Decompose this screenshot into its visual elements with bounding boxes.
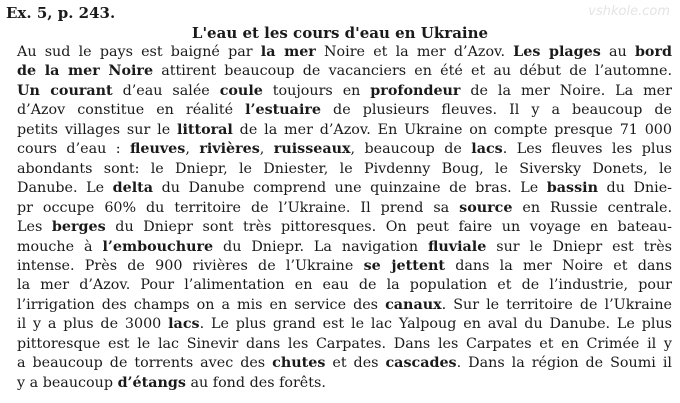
text-line	[17, 160, 672, 179]
text-run: de la mer d’Azov. En Ukraine on compte presque 71 000	[232, 121, 672, 138]
bold-term: chutes	[272, 355, 326, 372]
text-run: a beaucoup de torrents avec des	[17, 355, 273, 372]
text-line	[17, 354, 672, 373]
text-line	[17, 101, 672, 120]
text-line	[17, 315, 672, 334]
text-run: Au sud le pays est baigné par	[17, 44, 261, 60]
text-line	[17, 296, 672, 315]
text-run: du Danube comprend une quinzaine de bras. Le	[153, 180, 547, 197]
bold-term: cascades	[385, 355, 457, 372]
watermark: vshkole.com	[588, 4, 670, 19]
text-run: sur le Dniepr est très	[486, 238, 672, 255]
text-run: du Dniepr. La navigation	[213, 238, 428, 255]
bold-term: la mer	[260, 44, 316, 60]
text-line	[17, 218, 672, 237]
text-run: toujours en	[262, 82, 371, 99]
text-run: y a beaucoup	[17, 374, 118, 391]
bold-term: bassin	[546, 180, 598, 197]
text-run: au fond des forêts.	[185, 374, 326, 391]
text-title: L'eau et les cours d'eau en Ukraine	[191, 24, 489, 42]
bold-term: canaux	[385, 296, 442, 313]
text-run: il y a plus de 3000	[17, 316, 169, 333]
text-run: ,	[259, 141, 274, 158]
text-run: . Le plus grand est le lac Yalpoug en aval du Danube. Le plus	[199, 316, 673, 333]
bold-term: lacs	[471, 141, 503, 158]
text-run: attirent beaucoup de vacanciers en été et au début de l’automne.	[153, 63, 672, 80]
bold-term: d’étangs	[117, 374, 186, 391]
text-line	[17, 276, 672, 295]
text-run: de la mer Noire. La mer	[460, 82, 672, 99]
bold-term: delta	[112, 180, 154, 197]
bold-term: fluviale	[428, 238, 487, 255]
bold-term: ruisseaux	[273, 141, 351, 158]
text-run: la mer d’Azov. Pour l’alimentation en eau de la population et de l’industrie, pour	[17, 277, 672, 294]
text-line	[17, 140, 672, 159]
bold-term: Un courant	[17, 82, 113, 99]
text-run: cours d’eau :	[17, 141, 130, 158]
bold-term: l’embouchure	[102, 238, 214, 255]
text-line	[17, 374, 672, 393]
text-line	[17, 199, 672, 218]
text-run: petits villages sur le	[17, 121, 178, 138]
exercise-reference: Ex. 5, p. 243.	[6, 4, 116, 22]
bold-term: se jettent	[363, 257, 445, 274]
text-run: . Les fleuves les plus	[502, 141, 672, 158]
text-run: pr occupe 60% du territoire de l’Ukraine. Il prend sa	[17, 199, 460, 216]
text-run: , beaucoup de	[350, 141, 472, 158]
text-run: Les	[17, 219, 52, 236]
text-run: . Sur le territoire de l’Ukraine	[441, 296, 672, 313]
text-run: dans la mer Noire et dans	[444, 257, 672, 274]
bold-term: bord	[634, 44, 672, 60]
bold-term: rivières	[199, 141, 260, 158]
text-body	[17, 43, 672, 393]
bold-term: l’estuaire	[245, 102, 322, 119]
text-line	[17, 62, 672, 81]
text-line	[17, 257, 672, 276]
text-run: ,	[185, 141, 200, 158]
text-run: au	[600, 44, 635, 60]
text-line	[17, 121, 672, 140]
text-run: intense. Près de 900 rivières de l’Ukraine	[17, 257, 364, 274]
text-line	[17, 335, 672, 354]
text-line	[17, 179, 672, 198]
text-run: mouche à	[17, 238, 103, 255]
bold-term: coule	[219, 82, 263, 99]
text-run: d’eau salée	[112, 82, 220, 99]
text-run: Noire et la mer d’Azov.	[315, 44, 514, 60]
text-run: et des	[325, 355, 386, 372]
text-run: de plusieurs fleuves. Il y a beaucoup de	[321, 102, 672, 119]
text-run: en Russie centrale.	[512, 199, 673, 216]
text-run: pittoresque est le lac Sinevir dans les Carpates. Dans les Carpates et en Crimée il y	[17, 335, 672, 352]
text-run: Danube. Le	[17, 180, 113, 197]
bold-term: lacs	[168, 316, 200, 333]
text-line	[17, 82, 672, 101]
bold-term: littoral	[177, 121, 233, 138]
text-line	[17, 43, 672, 62]
text-line	[17, 238, 672, 257]
text-run: . Dans la région de Soumi il	[456, 355, 672, 372]
text-run: l’irrigation des champs on a mis en service des	[17, 296, 386, 313]
bold-term: fleuves	[129, 141, 186, 158]
bold-term: berges	[51, 219, 106, 236]
bold-term: Les plages	[513, 44, 601, 60]
bold-term: de la mer Noire	[17, 63, 154, 80]
bold-term: source	[459, 199, 513, 216]
bold-term: profondeur	[370, 82, 461, 99]
text-run: d’Azov constitue en réalité	[17, 102, 246, 119]
text-run: du Dniepr sont très pittoresques. On peut faire un voyage en bateau-	[105, 219, 672, 236]
text-run: abondants sont: le Dniepr, le Dniester, le Pivdenny Boug, le Siversky Donets, le	[17, 160, 672, 177]
text-run: du Dnie-	[597, 180, 673, 197]
